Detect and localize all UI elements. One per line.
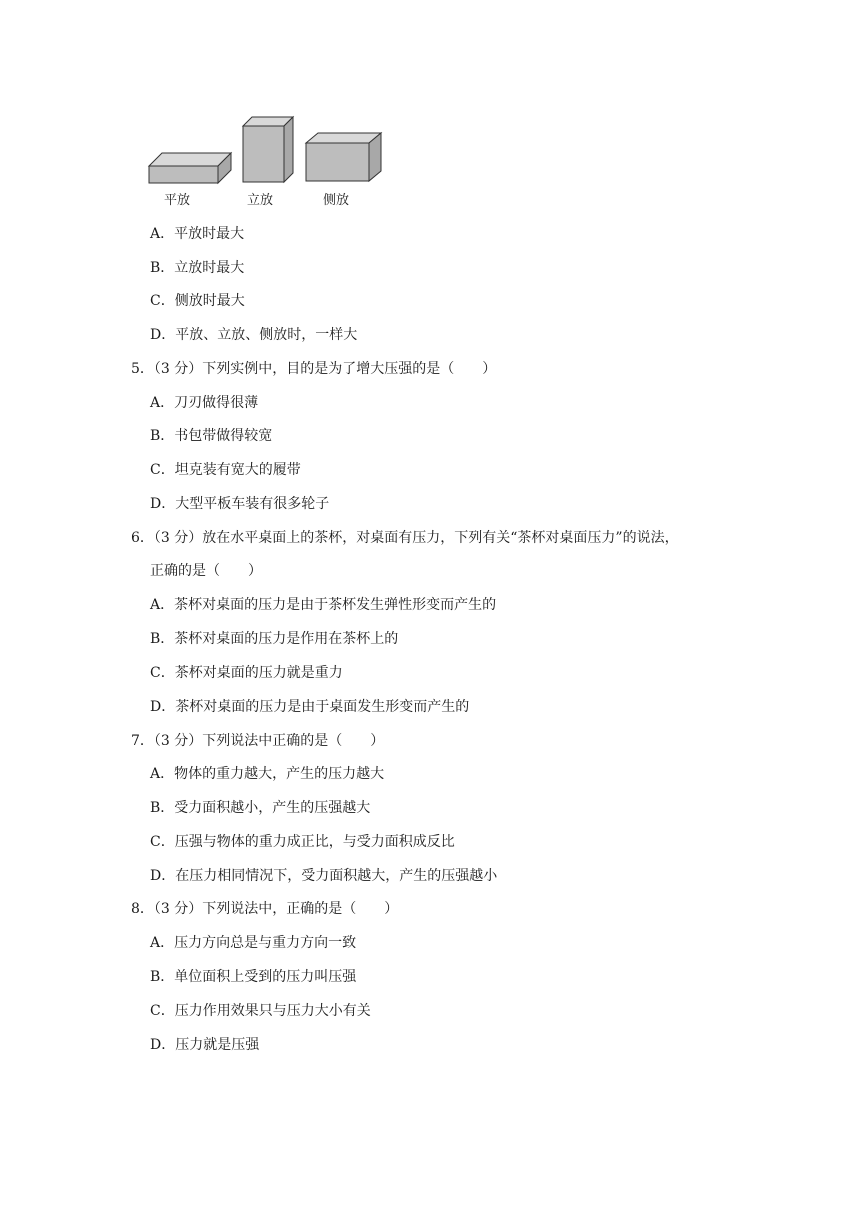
figure-label-side: 侧放 [323, 193, 350, 208]
q7-option-a: A．物体的重力越大，产生的压力越大 [150, 766, 385, 782]
side-block [306, 133, 381, 181]
q8-option-c: C．压力作用效果只与压力大小有关 [150, 1003, 371, 1019]
q8-stem: 8．（3 分）下列说法中，正确的是（ ） [131, 901, 399, 917]
q4-option-d: D．平放、立放、侧放时，一样大 [150, 327, 358, 343]
q7-stem: 7．（3 分）下列说法中正确的是（ ） [131, 733, 385, 749]
figure-label-upright: 立放 [247, 193, 274, 208]
q4-option-b: B．立放时最大 [150, 260, 245, 276]
q5-option-c: C．坦克装有宽大的履带 [150, 462, 301, 478]
q4-option-a: A．平放时最大 [150, 226, 245, 242]
upright-block [243, 117, 293, 182]
q7-option-b: B．受力面积越小，产生的压强越大 [150, 800, 371, 816]
q6-option-d: D．茶杯对桌面的压力是由于桌面发生形变而产生的 [150, 699, 470, 715]
q6-option-c: C．茶杯对桌面的压力就是重力 [150, 665, 343, 681]
q5-option-a: A．刀刃做得很薄 [150, 395, 259, 411]
q5-stem: 5．（3 分）下列实例中，目的是为了增大压强的是（ ） [131, 361, 497, 377]
q6-stem: 6．（3 分）放在水平桌面上的茶杯，对桌面有压力，下列有关“茶杯对桌面压力”的说法， [131, 530, 679, 546]
figure-label-flat: 平放 [164, 193, 191, 208]
q6-stem-continued: 正确的是（ ） [150, 563, 262, 579]
q8-option-d: D．压力就是压强 [150, 1037, 260, 1053]
q7-option-c: C．压强与物体的重力成正比，与受力面积成反比 [150, 834, 455, 850]
q7-option-d: D．在压力相同情况下，受力面积越大，产生的压强越小 [150, 868, 498, 884]
q4-option-c: C．侧放时最大 [150, 293, 245, 309]
q6-option-a: A．茶杯对桌面的压力是由于茶杯发生弹性形变而产生的 [150, 597, 497, 613]
q6-option-b: B．茶杯对桌面的压力是作用在茶杯上的 [150, 631, 399, 647]
q8-option-a: A．压力方向总是与重力方向一致 [150, 935, 357, 951]
q8-option-b: B．单位面积上受到的压力叫压强 [150, 969, 357, 985]
q5-option-d: D．大型平板车装有很多轮子 [150, 496, 330, 512]
flat-block [149, 153, 231, 183]
q5-option-b: B．书包带做得较宽 [150, 428, 273, 444]
